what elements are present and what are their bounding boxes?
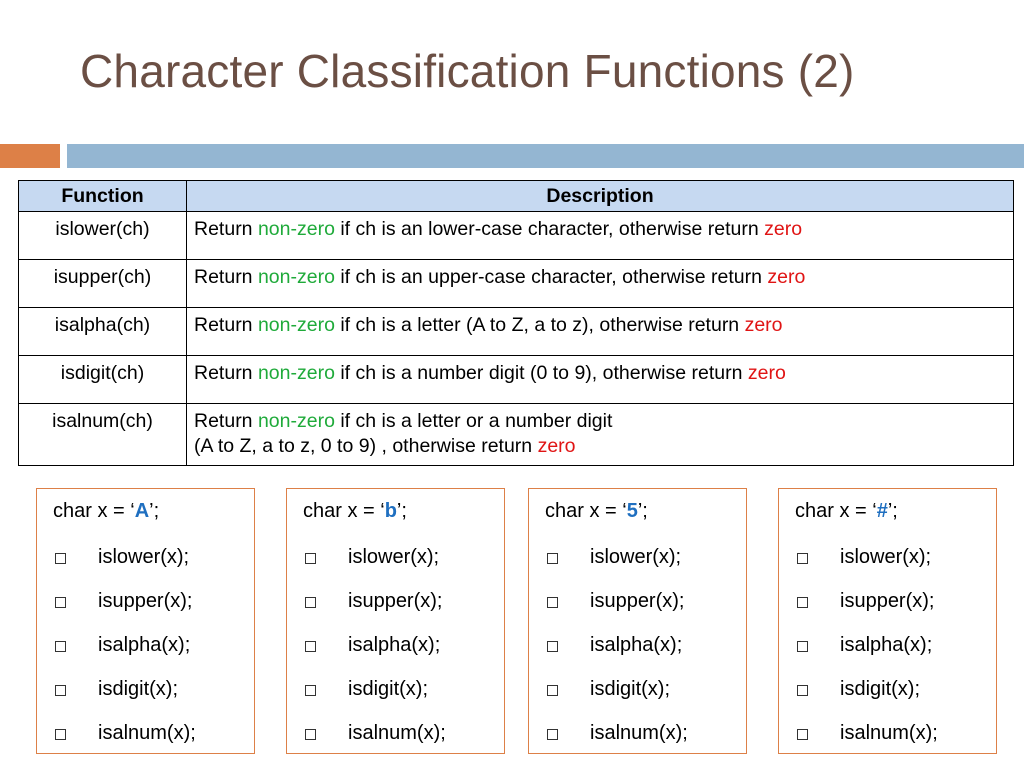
function-name: isdigit(ch): [19, 356, 187, 404]
example-box-A: char x = ‘A’; islower(x); isupper(x); isalpha(x); isdigit(x); isalnum(x);: [36, 488, 255, 754]
zero-text: zero: [744, 314, 783, 336]
slide-title: Character Classification Functions (2): [80, 45, 855, 97]
square-bullet-icon: [55, 729, 66, 740]
char-literal: b: [384, 500, 397, 522]
table-row: [19, 404, 1014, 466]
accent-bar-blue: [67, 144, 1024, 168]
square-bullet-icon: [547, 553, 558, 564]
function-description: Return non-zero if ch is a number digit (0 to 9), otherwise return zero: [187, 356, 1014, 404]
square-bullet-icon: [797, 597, 808, 608]
square-bullet-icon: [55, 685, 66, 696]
char-declaration: char x = ‘b’;: [303, 500, 407, 522]
square-bullet-icon: [55, 553, 66, 564]
zero-text: zero: [764, 218, 803, 240]
function-name: isupper(ch): [19, 260, 187, 308]
nonzero-text: non-zero: [257, 266, 335, 288]
nonzero-text: non-zero: [257, 362, 335, 384]
square-bullet-icon: [305, 597, 316, 608]
char-declaration: char x = ‘5’;: [545, 500, 648, 522]
header-function: Function: [19, 181, 187, 212]
table-row: [19, 212, 1014, 260]
square-bullet-icon: [305, 553, 316, 564]
square-bullet-icon: [305, 685, 316, 696]
square-bullet-icon: [797, 553, 808, 564]
zero-text: zero: [767, 266, 806, 288]
example-box-b: char x = ‘b’; islower(x); isupper(x); isalpha(x); isdigit(x); isalnum(x);: [286, 488, 505, 754]
square-bullet-icon: [797, 685, 808, 696]
nonzero-text: non-zero: [257, 218, 335, 240]
accent-bar-orange: [0, 144, 60, 168]
function-name: isalpha(ch): [19, 308, 187, 356]
zero-text: zero: [747, 362, 786, 384]
square-bullet-icon: [305, 729, 316, 740]
zero-text: zero: [537, 435, 576, 457]
header-description: Description: [187, 181, 1014, 212]
square-bullet-icon: [797, 641, 808, 652]
nonzero-text: non-zero: [257, 314, 335, 336]
example-box-hash: char x = ‘#’; islower(x); isupper(x); isalpha(x); isdigit(x); isalnum(x);: [778, 488, 997, 754]
table-row: [19, 308, 1014, 356]
char-literal: #: [876, 500, 888, 522]
example-box-5: char x = ‘5’; islower(x); isupper(x); isalpha(x); isdigit(x); isalnum(x);: [528, 488, 747, 754]
function-description: Return non-zero if ch is a letter (A to Z, a to z), otherwise return zero: [187, 308, 1014, 356]
function-name: isalnum(ch): [19, 404, 187, 466]
table-header-row: [19, 181, 1014, 212]
function-table: [18, 180, 1014, 466]
nonzero-text: non-zero: [257, 410, 335, 432]
char-literal: A: [134, 500, 150, 522]
square-bullet-icon: [305, 641, 316, 652]
square-bullet-icon: [55, 597, 66, 608]
char-declaration: char x = ‘A’;: [53, 500, 160, 522]
char-declaration: char x = ‘#’;: [795, 500, 898, 522]
square-bullet-icon: [547, 597, 558, 608]
square-bullet-icon: [797, 729, 808, 740]
function-name: islower(ch): [19, 212, 187, 260]
square-bullet-icon: [547, 685, 558, 696]
function-description: Return non-zero if ch is an lower-case character, otherwise return zero: [187, 212, 1014, 260]
function-description: Return non-zero if ch is an upper-case character, otherwise return zero: [187, 260, 1014, 308]
square-bullet-icon: [55, 641, 66, 652]
char-literal: 5: [626, 500, 638, 522]
function-description: Return non-zero if ch is a letter or a number digit (A to Z, a to z, 0 to 9) , otherwise return zero: [187, 404, 1014, 466]
square-bullet-icon: [547, 641, 558, 652]
square-bullet-icon: [547, 729, 558, 740]
table-row: [19, 260, 1014, 308]
table-row: [19, 356, 1014, 404]
